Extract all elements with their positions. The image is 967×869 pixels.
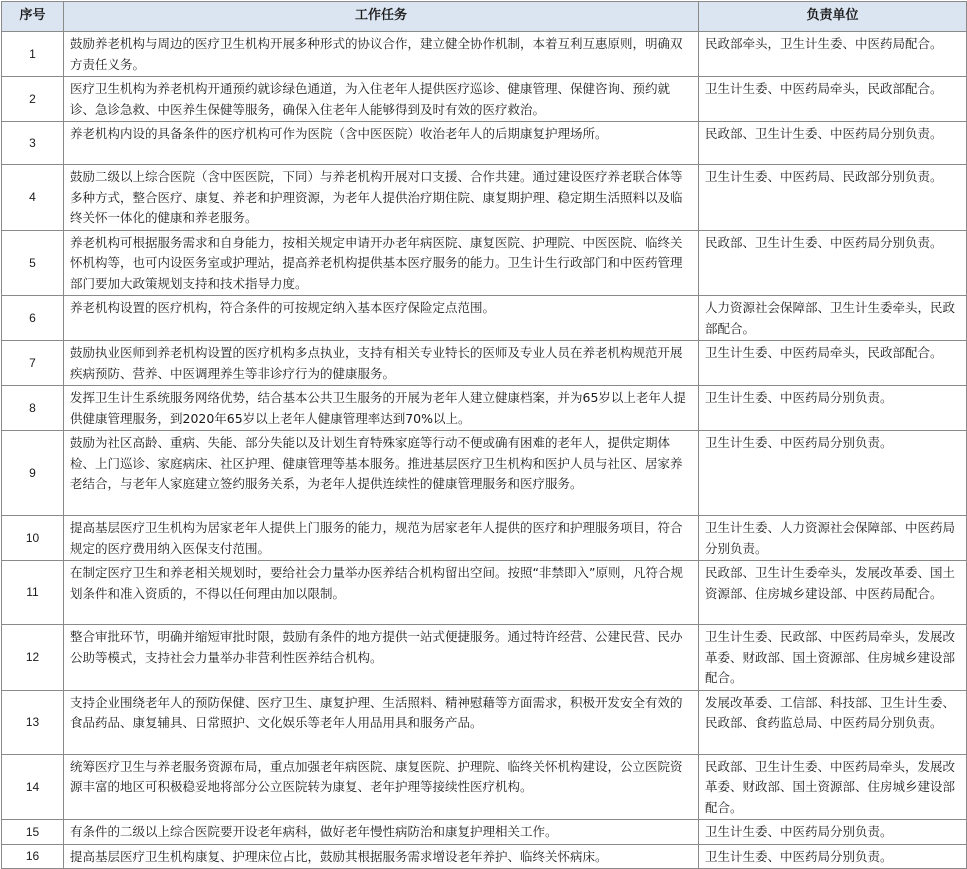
table-row: [2, 296, 967, 341]
table-row: [2, 32, 967, 77]
row-unit: 发展改革委、工信部、科技部、卫生计生委、民政部、食药监总局、中医药局分别负责。: [699, 690, 967, 754]
row-task: 养老机构可根据服务需求和自身能力，按相关规定申请开办老年病医院、康复医院、护理院、中医医院、临终关怀机构等，也可内设医务室或护理站，提高养老机构提供基本医疗服务的能力。卫生计生行政部门和中医药管理部门要加大政策规划支持和技术指导力度。: [64, 230, 699, 296]
table-row: [2, 690, 967, 754]
row-task: 鼓励为社区高龄、重病、失能、部分失能以及计划生育特殊家庭等行动不便或确有困难的老年人，提供定期体检、上门巡诊、家庭病床、社区护理、健康管理等基本服务。推进基层医疗卫生机构和医护人员与社区、居家养老结合，与老年人家庭建立签约服务关系，为老年人提供连续性的健康管理服务和医疗服务。: [64, 431, 699, 516]
row-unit: 卫生计生委、中医药局分别负责。: [699, 386, 967, 431]
row-num: 12: [2, 625, 64, 691]
row-unit: 卫生计生委、中医药局分别负责。: [699, 431, 967, 516]
row-unit: 民政部牵头，卫生计生委、中医药局配合。: [699, 32, 967, 77]
row-num: 14: [2, 754, 64, 820]
row-num: 7: [2, 341, 64, 386]
row-task: 有条件的二级以上综合医院要开设老年病科，做好老年慢性病防治和康复护理相关工作。: [64, 820, 699, 845]
row-num: 8: [2, 386, 64, 431]
row-unit: 民政部、卫生计生委牵头，发展改革委、国土资源部、住房城乡建设部、中医药局配合。: [699, 561, 967, 625]
row-num: 1: [2, 32, 64, 77]
table-row: [2, 165, 967, 231]
table-row: [2, 230, 967, 296]
table-row: [2, 754, 967, 820]
row-unit: 人力资源社会保障部、卫生计生委牵头，民政部配合。: [699, 296, 967, 341]
table-row: [2, 431, 967, 516]
row-unit: 卫生计生委、民政部、中医药局牵头，发展改革委、财政部、国土资源部、住房城乡建设部配合。: [699, 625, 967, 691]
table-row: [2, 341, 967, 386]
table-row: [2, 561, 967, 625]
row-task: 在制定医疗卫生和养老相关规划时，要给社会力量举办医养结合机构留出空间。按照“非禁即入”原则，凡符合规划条件和准入资质的，不得以任何理由加以限制。: [64, 561, 699, 625]
row-task: 养老机构内设的具备条件的医疗机构可作为医院（含中医医院）收治老年人的后期康复护理场所。: [64, 122, 699, 165]
row-task: 鼓励养老机构与周边的医疗卫生机构开展多种形式的协议合作，建立健全协作机制，本着互利互惠原则，明确双方责任义务。: [64, 32, 699, 77]
row-num: 5: [2, 230, 64, 296]
row-unit: 卫生计生委、中医药局分别负责。: [699, 844, 967, 869]
table-header-row: [2, 2, 967, 32]
row-num: 2: [2, 77, 64, 122]
row-unit: 民政部、卫生计生委、中医药局牵头，发展改革委、财政部、国土资源部、住房城乡建设部配合。: [699, 754, 967, 820]
row-num: 3: [2, 122, 64, 165]
task-table: [1, 1, 967, 869]
row-unit: 卫生计生委、中医药局、民政部分别负责。: [699, 165, 967, 231]
row-task: 发挥卫生计生系统服务网络优势，结合基本公共卫生服务的开展为老年人建立健康档案，并为65岁以上老年人提供健康管理服务，到2020年65岁以上老年人健康管理率达到70%以上。: [64, 386, 699, 431]
row-task: 整合审批环节，明确并缩短审批时限，鼓励有条件的地方提供一站式便捷服务。通过特许经营、公建民营、民办公助等模式，支持社会力量举办非营利性医养结合机构。: [64, 625, 699, 691]
row-task: 提高基层医疗卫生机构康复、护理床位占比，鼓励其根据服务需求增设老年养护、临终关怀病床。: [64, 844, 699, 869]
row-num: 10: [2, 516, 64, 561]
header-num: 序号: [2, 2, 64, 32]
row-task: 支持企业围绕老年人的预防保健、医疗卫生、康复护理、生活照料、精神慰藉等方面需求，积极开发安全有效的食品药品、康复辅具、日常照护、文化娱乐等老年人用品用具和服务产品。: [64, 690, 699, 754]
row-task: 鼓励二级以上综合医院（含中医医院，下同）与养老机构开展对口支援、合作共建。通过建设医疗养老联合体等多种方式，整合医疗、康复、养老和护理资源，为老年人提供治疗期住院、康复期护理、稳定期生活照料以及临终关怀一体化的健康和养老服务。: [64, 165, 699, 231]
row-num: 15: [2, 820, 64, 845]
table-row: [2, 386, 967, 431]
row-unit: 民政部、卫生计生委、中医药局分别负责。: [699, 122, 967, 165]
row-unit: 卫生计生委、中医药局分别负责。: [699, 820, 967, 845]
row-unit: 卫生计生委、人力资源社会保障部、中医药局分别负责。: [699, 516, 967, 561]
row-unit: 民政部、卫生计生委、中医药局分别负责。: [699, 230, 967, 296]
row-num: 6: [2, 296, 64, 341]
header-unit: 负责单位: [699, 2, 967, 32]
row-num: 16: [2, 844, 64, 869]
row-task: 统筹医疗卫生与养老服务资源布局，重点加强老年病医院、康复医院、护理院、临终关怀机构建设，公立医院资源丰富的地区可积极稳妥地将部分公立医院转为康复、老年护理等接续性医疗机构。: [64, 754, 699, 820]
row-num: 4: [2, 165, 64, 231]
table-row: [2, 77, 967, 122]
row-task: 医疗卫生机构为养老机构开通预约就诊绿色通道，为入住老年人提供医疗巡诊、健康管理、保健咨询、预约就诊、急诊急救、中医养生保健等服务，确保入住老年人能够得到及时有效的医疗救治。: [64, 77, 699, 122]
table-row: [2, 122, 967, 165]
header-task: 工作任务: [64, 2, 699, 32]
table-row: [2, 844, 967, 869]
row-task: 提高基层医疗卫生机构为居家老年人提供上门服务的能力，规范为居家老年人提供的医疗和护理服务项目，符合规定的医疗费用纳入医保支付范围。: [64, 516, 699, 561]
table-row: [2, 820, 967, 845]
row-num: 11: [2, 561, 64, 625]
table-row: [2, 516, 967, 561]
table-row: [2, 625, 967, 691]
row-num: 9: [2, 431, 64, 516]
row-num: 13: [2, 690, 64, 754]
row-task: 鼓励执业医师到养老机构设置的医疗机构多点执业，支持有相关专业特长的医师及专业人员在养老机构规范开展疾病预防、营养、中医调理养生等非诊疗行为的健康服务。: [64, 341, 699, 386]
row-task: 养老机构设置的医疗机构，符合条件的可按规定纳入基本医疗保险定点范围。: [64, 296, 699, 341]
row-unit: 卫生计生委、中医药局牵头，民政部配合。: [699, 77, 967, 122]
row-unit: 卫生计生委、中医药局牵头，民政部配合。: [699, 341, 967, 386]
